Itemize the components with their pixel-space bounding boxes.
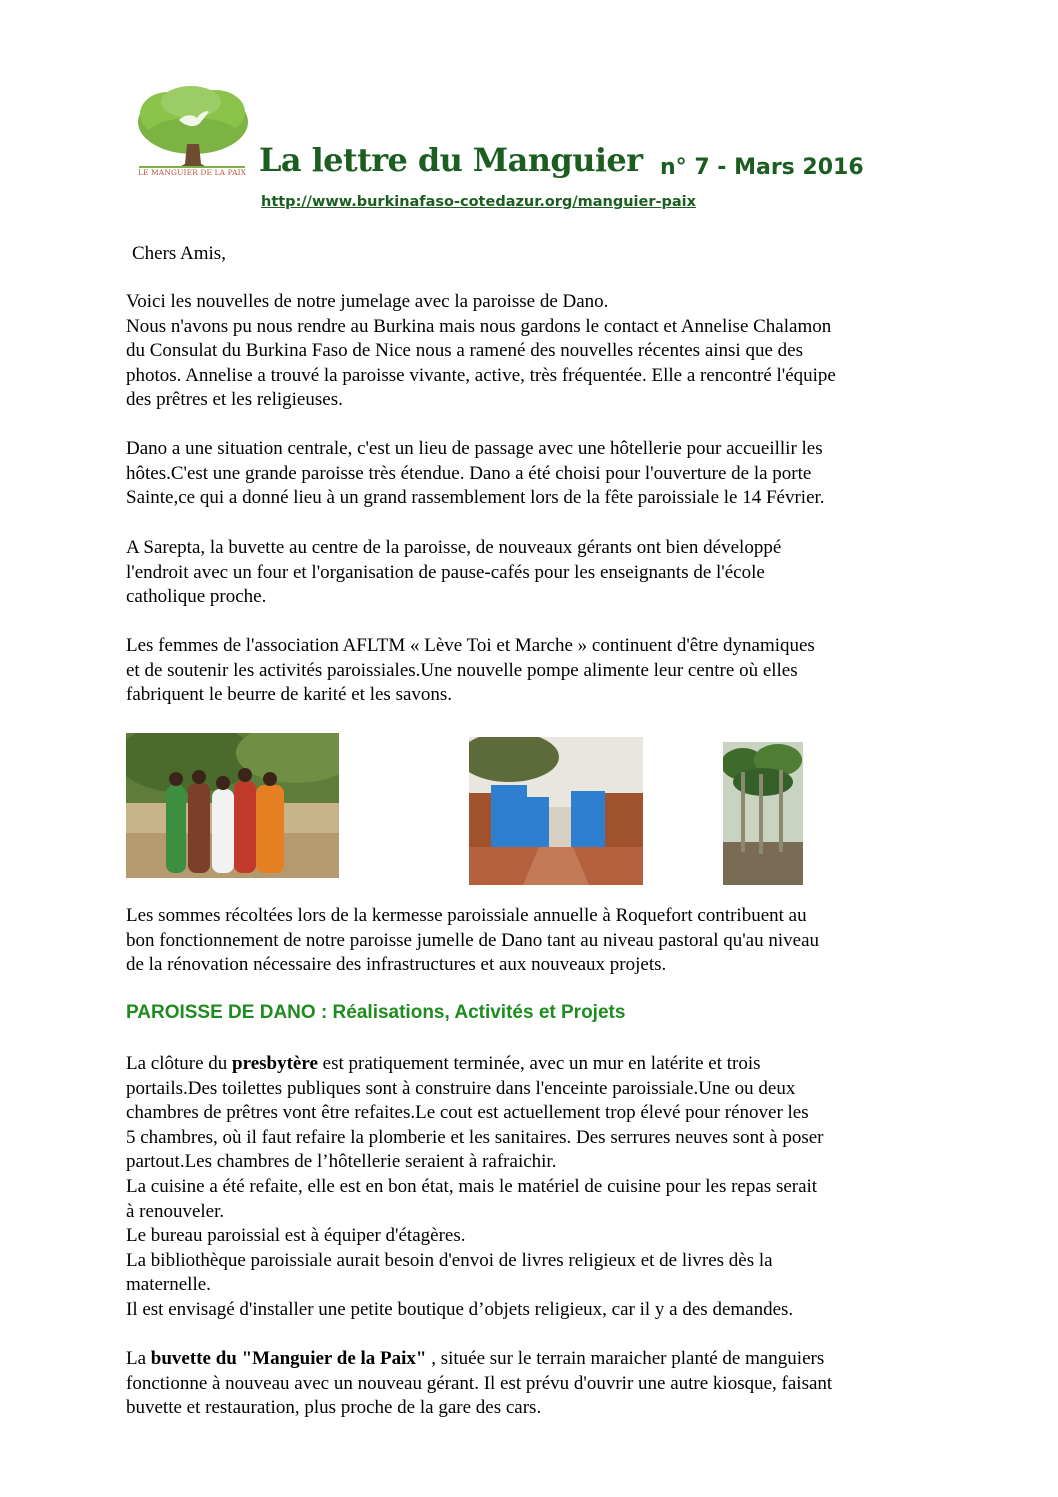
paragraph-projects <box>126 1052 946 1323</box>
text-line: chambres de prêtres vont être refaites.Le cout est actuellement trop élevé pour rénover les <box>126 1102 809 1124</box>
text-line: catholique proche. <box>126 586 267 608</box>
text-line: et de soutenir les activités paroissiales.Une nouvelle pompe alimente leur centre où elles <box>126 659 798 681</box>
text-line: du Consulat du Burkina Faso de Nice nous a ramené des nouvelles récentes ainsi que des <box>126 340 803 362</box>
paragraph-kermesse <box>126 904 946 978</box>
text-line: La clôture du presbytère est pratiquement terminée, avec un mur en latérite et trois <box>126 1053 761 1074</box>
bold-keyword: presbytère <box>232 1053 318 1074</box>
text-line: buvette et restauration, plus proche de la gare des cars. <box>126 1397 542 1419</box>
photo-presbytery-gate <box>469 737 643 885</box>
paragraph-buvette <box>126 1347 946 1421</box>
text-line: Les sommes récoltées lors de la kermesse paroissiale annuelle à Roquefort contribuent au <box>126 905 807 926</box>
text-line: fabriquent le beurre de karité et les savons. <box>126 684 453 706</box>
photo-papaya-trees <box>723 742 803 885</box>
text-line: l'endroit avec un four et l'organisation de pause-cafés pour les enseignants de l'école <box>126 561 765 583</box>
text-line: de la rénovation nécessaire des infrastructures et aux nouveaux projets. <box>126 954 667 976</box>
paragraph-sarepta <box>126 536 946 610</box>
text-line: des prêtres et les religieuses. <box>126 389 343 411</box>
text-line: bon fonctionnement de notre paroisse jumelle de Dano tant au niveau pastoral qu'au niveau <box>126 929 820 951</box>
bold-keyword: buvette du "Manguier de la Paix" <box>150 1348 427 1369</box>
text-line: La bibliothèque paroissiale aurait besoin d'envoi de livres religieux et de livres dès la <box>126 1249 773 1271</box>
text-line: fonctionne à nouveau avec un nouveau gérant. Il est prévu d'ouvrir une autre kiosque, faisant <box>126 1372 833 1394</box>
photo-women-group <box>126 733 339 878</box>
text-line: photos. Annelise a trouvé la paroisse vivante, active, très fréquentée. Elle a rencontré l'équipe <box>126 364 836 386</box>
newsletter-title: La lettre du Manguier <box>259 141 643 179</box>
text-line: à renouveler. <box>126 1200 225 1222</box>
section-heading: PAROISSE DE DANO : Réalisations, Activités et Projets <box>126 1002 626 1023</box>
paragraph-news <box>126 290 946 413</box>
text-line: Il est envisagé d'installer une petite boutique d’objets religieux, car il y a des demandes. <box>126 1298 794 1320</box>
paragraph-afltm <box>126 634 946 708</box>
text-line: La buvette du "Manguier de la Paix" , située sur le terrain maraicher planté de manguiers <box>126 1348 825 1369</box>
logo-caption: LE MANGUIER DE LA PAIX <box>137 168 247 177</box>
text-line: hôtes.C'est une grande paroisse très étendue. Dano a été choisi pour l'ouverture de la porte <box>126 462 812 484</box>
text-line: Dano a une situation centrale, c'est un lieu de passage avec une hôtellerie pour accueillir les <box>126 438 823 459</box>
issue-number: n° 7 - Mars 2016 <box>660 155 864 180</box>
website-link[interactable]: http://www.burkinafaso-cotedazur.org/manguier-paix <box>261 194 697 210</box>
text-line: Sainte,ce qui a donné lieu à un grand rassemblement lors de la fête paroissiale le 14 Février. <box>126 487 825 509</box>
text-line: A Sarepta, la buvette au centre de la paroisse, de nouveaux gérants ont bien développé <box>126 537 782 558</box>
text-line: Le bureau paroissial est à équiper d'étagères. <box>126 1225 466 1247</box>
text-line: Nous n'avons pu nous rendre au Burkina mais nous gardons le contact et Annelise Chalamon <box>126 315 832 337</box>
text-line: partout.Les chambres de l’hôtellerie seraient à rafraichir. <box>126 1151 557 1173</box>
text-line: Les femmes de l'association AFLTM « Lève Toi et Marche » continuent d'être dynamiques <box>126 635 815 656</box>
greeting: Chers Amis, <box>132 243 226 264</box>
text-line: portails.Des toilettes publiques sont à construire dans l'enceinte paroissiale.Une ou deux <box>126 1077 796 1099</box>
text-line: maternelle. <box>126 1274 211 1296</box>
text-line: Voici les nouvelles de notre jumelage avec la paroisse de Dano. <box>126 291 609 312</box>
text-line: 5 chambres, où il faut refaire la plomberie et les sanitaires. Des serrures neuves sont à poser <box>126 1126 824 1148</box>
paragraph-dano <box>126 437 946 511</box>
text-line: La cuisine a été refaite, elle est en bon état, mais le matériel de cuisine pour les repas serait <box>126 1175 818 1197</box>
